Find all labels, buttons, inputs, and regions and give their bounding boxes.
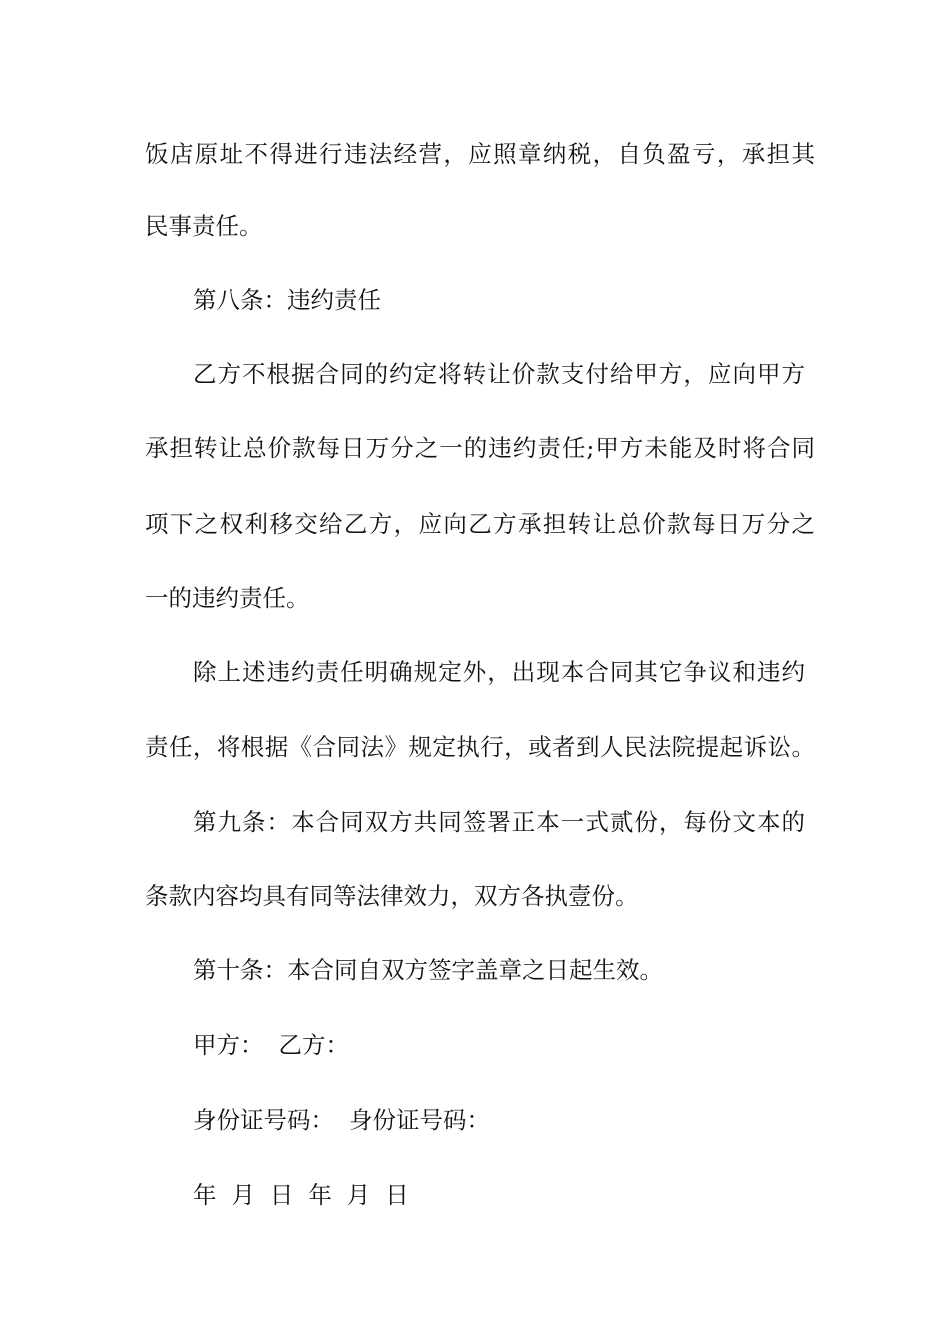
date-line: 年 月 日 年 月 日 xyxy=(193,1181,409,1209)
text-line: 项下之权利移交给乙方，应向乙方承担转让总价款每日万分之 xyxy=(145,510,815,538)
text-line: 承担转让总价款每日万分之一的违约责任;甲方未能及时将合同 xyxy=(145,434,815,462)
text-line: 条款内容均具有同等法律效力，双方各执壹份。 xyxy=(145,882,639,910)
text-line: 第十条：本合同自双方签字盖章之日起生效。 xyxy=(193,956,663,984)
article-heading: 第八条：违约责任 xyxy=(193,286,381,314)
id-number-line: 身份证号码： 身份证号码： xyxy=(193,1106,490,1134)
text-line: 一的违约责任。 xyxy=(145,584,310,612)
text-line: 第九条：本合同双方共同签署正本一式贰份，每份文本的 xyxy=(193,808,805,836)
text-line: 除上述违约责任明确规定外，出现本合同其它争议和违约 xyxy=(193,658,805,686)
text-line: 乙方不根据合同的约定将转让价款支付给甲方，应向甲方 xyxy=(193,360,805,388)
text-line: 责任，将根据《合同法》规定执行，或者到人民法院提起诉讼。 xyxy=(145,733,815,761)
text-line: 民事责任。 xyxy=(145,212,263,240)
signature-party-line: 甲方： 乙方： xyxy=(193,1031,349,1059)
text-line: 饭店原址不得进行违法经营，应照章纳税，自负盈亏，承担其 xyxy=(145,140,815,168)
